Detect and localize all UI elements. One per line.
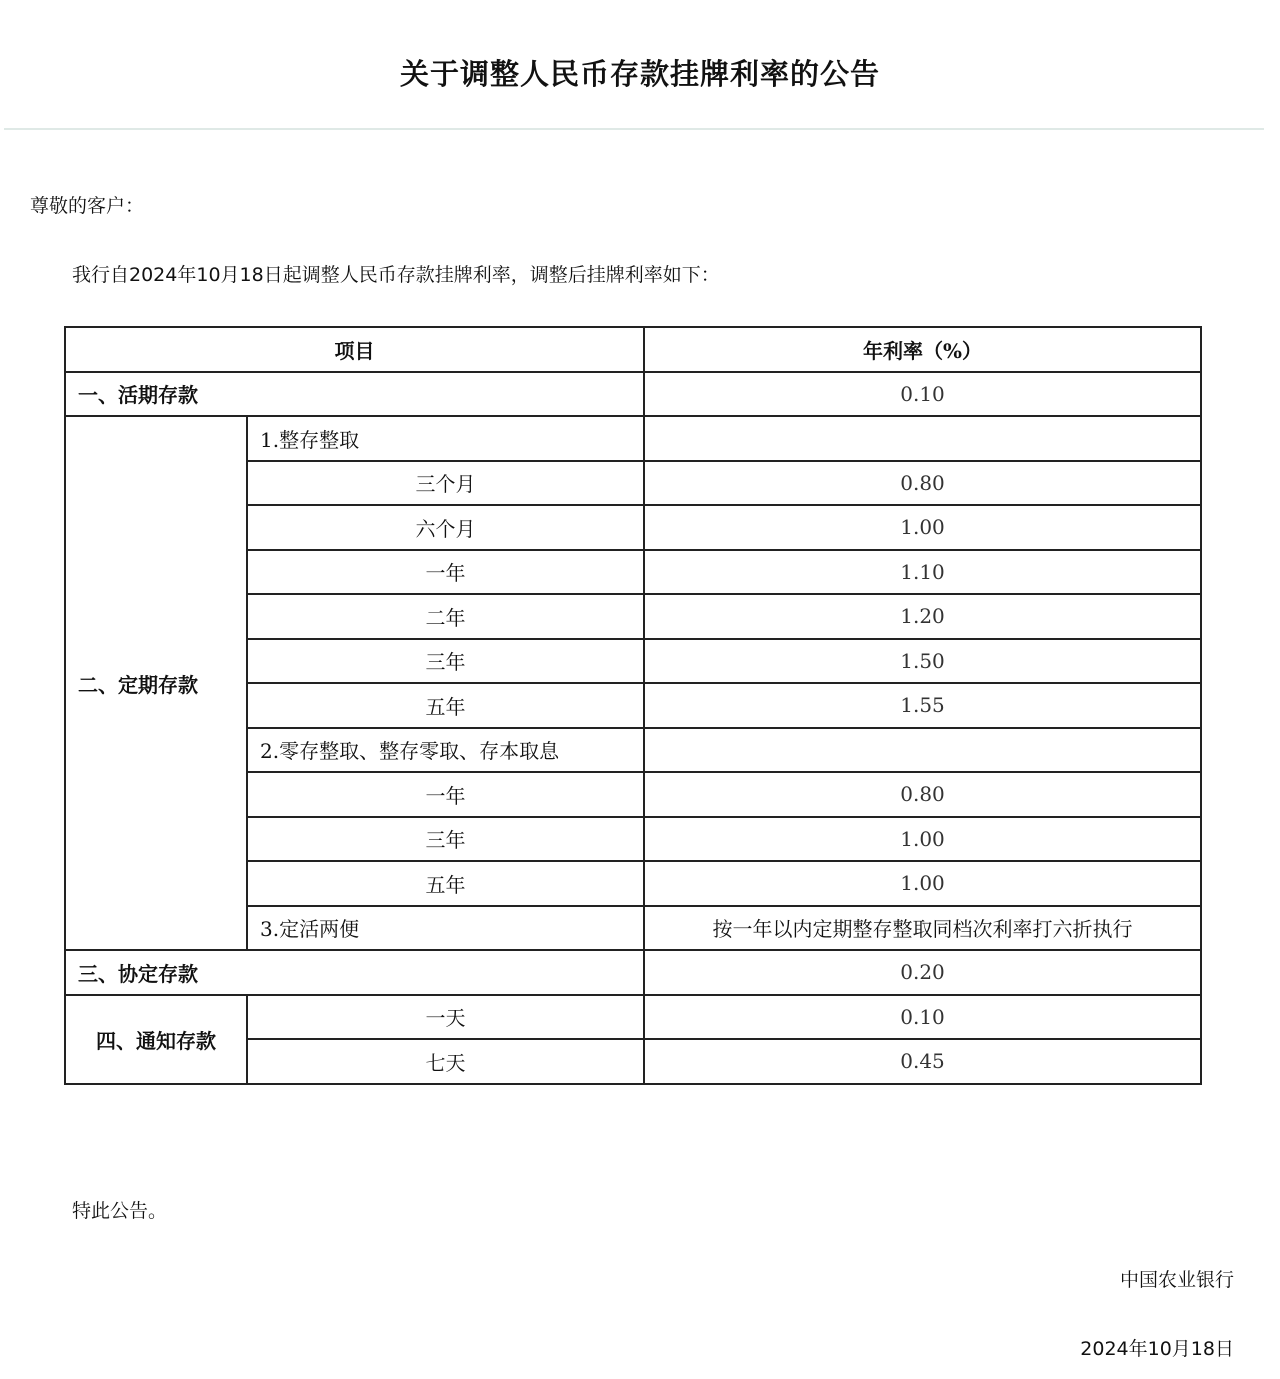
signer: 中国农业银行 xyxy=(1119,1269,1234,1291)
time-deposit-label: 二、定期存款 xyxy=(65,416,247,950)
term-cell: 三年 xyxy=(247,817,644,862)
rate-cell: 1.00 xyxy=(644,505,1201,550)
agreement-deposit-rate: 0.20 xyxy=(644,950,1201,995)
rate-cell: 0.80 xyxy=(644,772,1201,817)
rate-cell: 1.55 xyxy=(644,683,1201,728)
term-cell: 二年 xyxy=(247,594,644,639)
term-cell: 一年 xyxy=(247,772,644,817)
header-rate: 年利率（%） xyxy=(644,327,1201,372)
greeting: 尊敬的客户： xyxy=(30,195,145,217)
rate-cell: 1.50 xyxy=(644,639,1201,684)
rate-cell: 0.10 xyxy=(644,995,1201,1040)
flexible-deposit-label: 3.定活两便 xyxy=(247,906,644,951)
installment-label: 2.零存整取、整存零取、存本取息 xyxy=(247,728,644,773)
term-cell: 五年 xyxy=(247,861,644,906)
term-cell: 一天 xyxy=(247,995,644,1040)
table-header-row xyxy=(65,327,1201,372)
table-row xyxy=(65,372,1201,417)
table-row xyxy=(65,416,1201,461)
rate-cell: 0.80 xyxy=(644,461,1201,506)
demand-deposit-rate: 0.10 xyxy=(644,372,1201,417)
flexible-deposit-rate: 按一年以内定期整存整取同档次利率打六折执行 xyxy=(644,906,1201,951)
table-row xyxy=(65,995,1201,1040)
announcement-date: 2024年10月18日 xyxy=(1080,1338,1234,1360)
notice-deposit-label: 四、通知存款 xyxy=(65,995,247,1084)
rate-cell: 0.45 xyxy=(644,1039,1201,1084)
page-title: 关于调整人民币存款挂牌利率的公告 xyxy=(399,57,880,91)
rate-cell: 1.10 xyxy=(644,550,1201,595)
term-cell: 三年 xyxy=(247,639,644,684)
title-divider xyxy=(4,128,1264,130)
interest-rate-table xyxy=(64,326,1202,1085)
demand-deposit-label: 一、活期存款 xyxy=(65,372,644,417)
rate-cell: 1.20 xyxy=(644,594,1201,639)
rate-cell: 1.00 xyxy=(644,817,1201,862)
term-cell: 五年 xyxy=(247,683,644,728)
term-cell: 一年 xyxy=(247,550,644,595)
rate-cell: 1.00 xyxy=(644,861,1201,906)
closing-text: 特此公告。 xyxy=(72,1200,168,1222)
table-row xyxy=(65,950,1201,995)
lump-sum-rate-empty xyxy=(644,416,1201,461)
intro-paragraph: 我行自2024年10月18日起调整人民币存款挂牌利率，调整后挂牌利率如下： xyxy=(72,264,720,286)
lump-sum-label: 1.整存整取 xyxy=(247,416,644,461)
agreement-deposit-label: 三、协定存款 xyxy=(65,950,644,995)
term-cell: 六个月 xyxy=(247,505,644,550)
installment-rate-empty xyxy=(644,728,1201,773)
term-cell: 三个月 xyxy=(247,461,644,506)
term-cell: 七天 xyxy=(247,1039,644,1084)
header-item: 项目 xyxy=(65,327,644,372)
